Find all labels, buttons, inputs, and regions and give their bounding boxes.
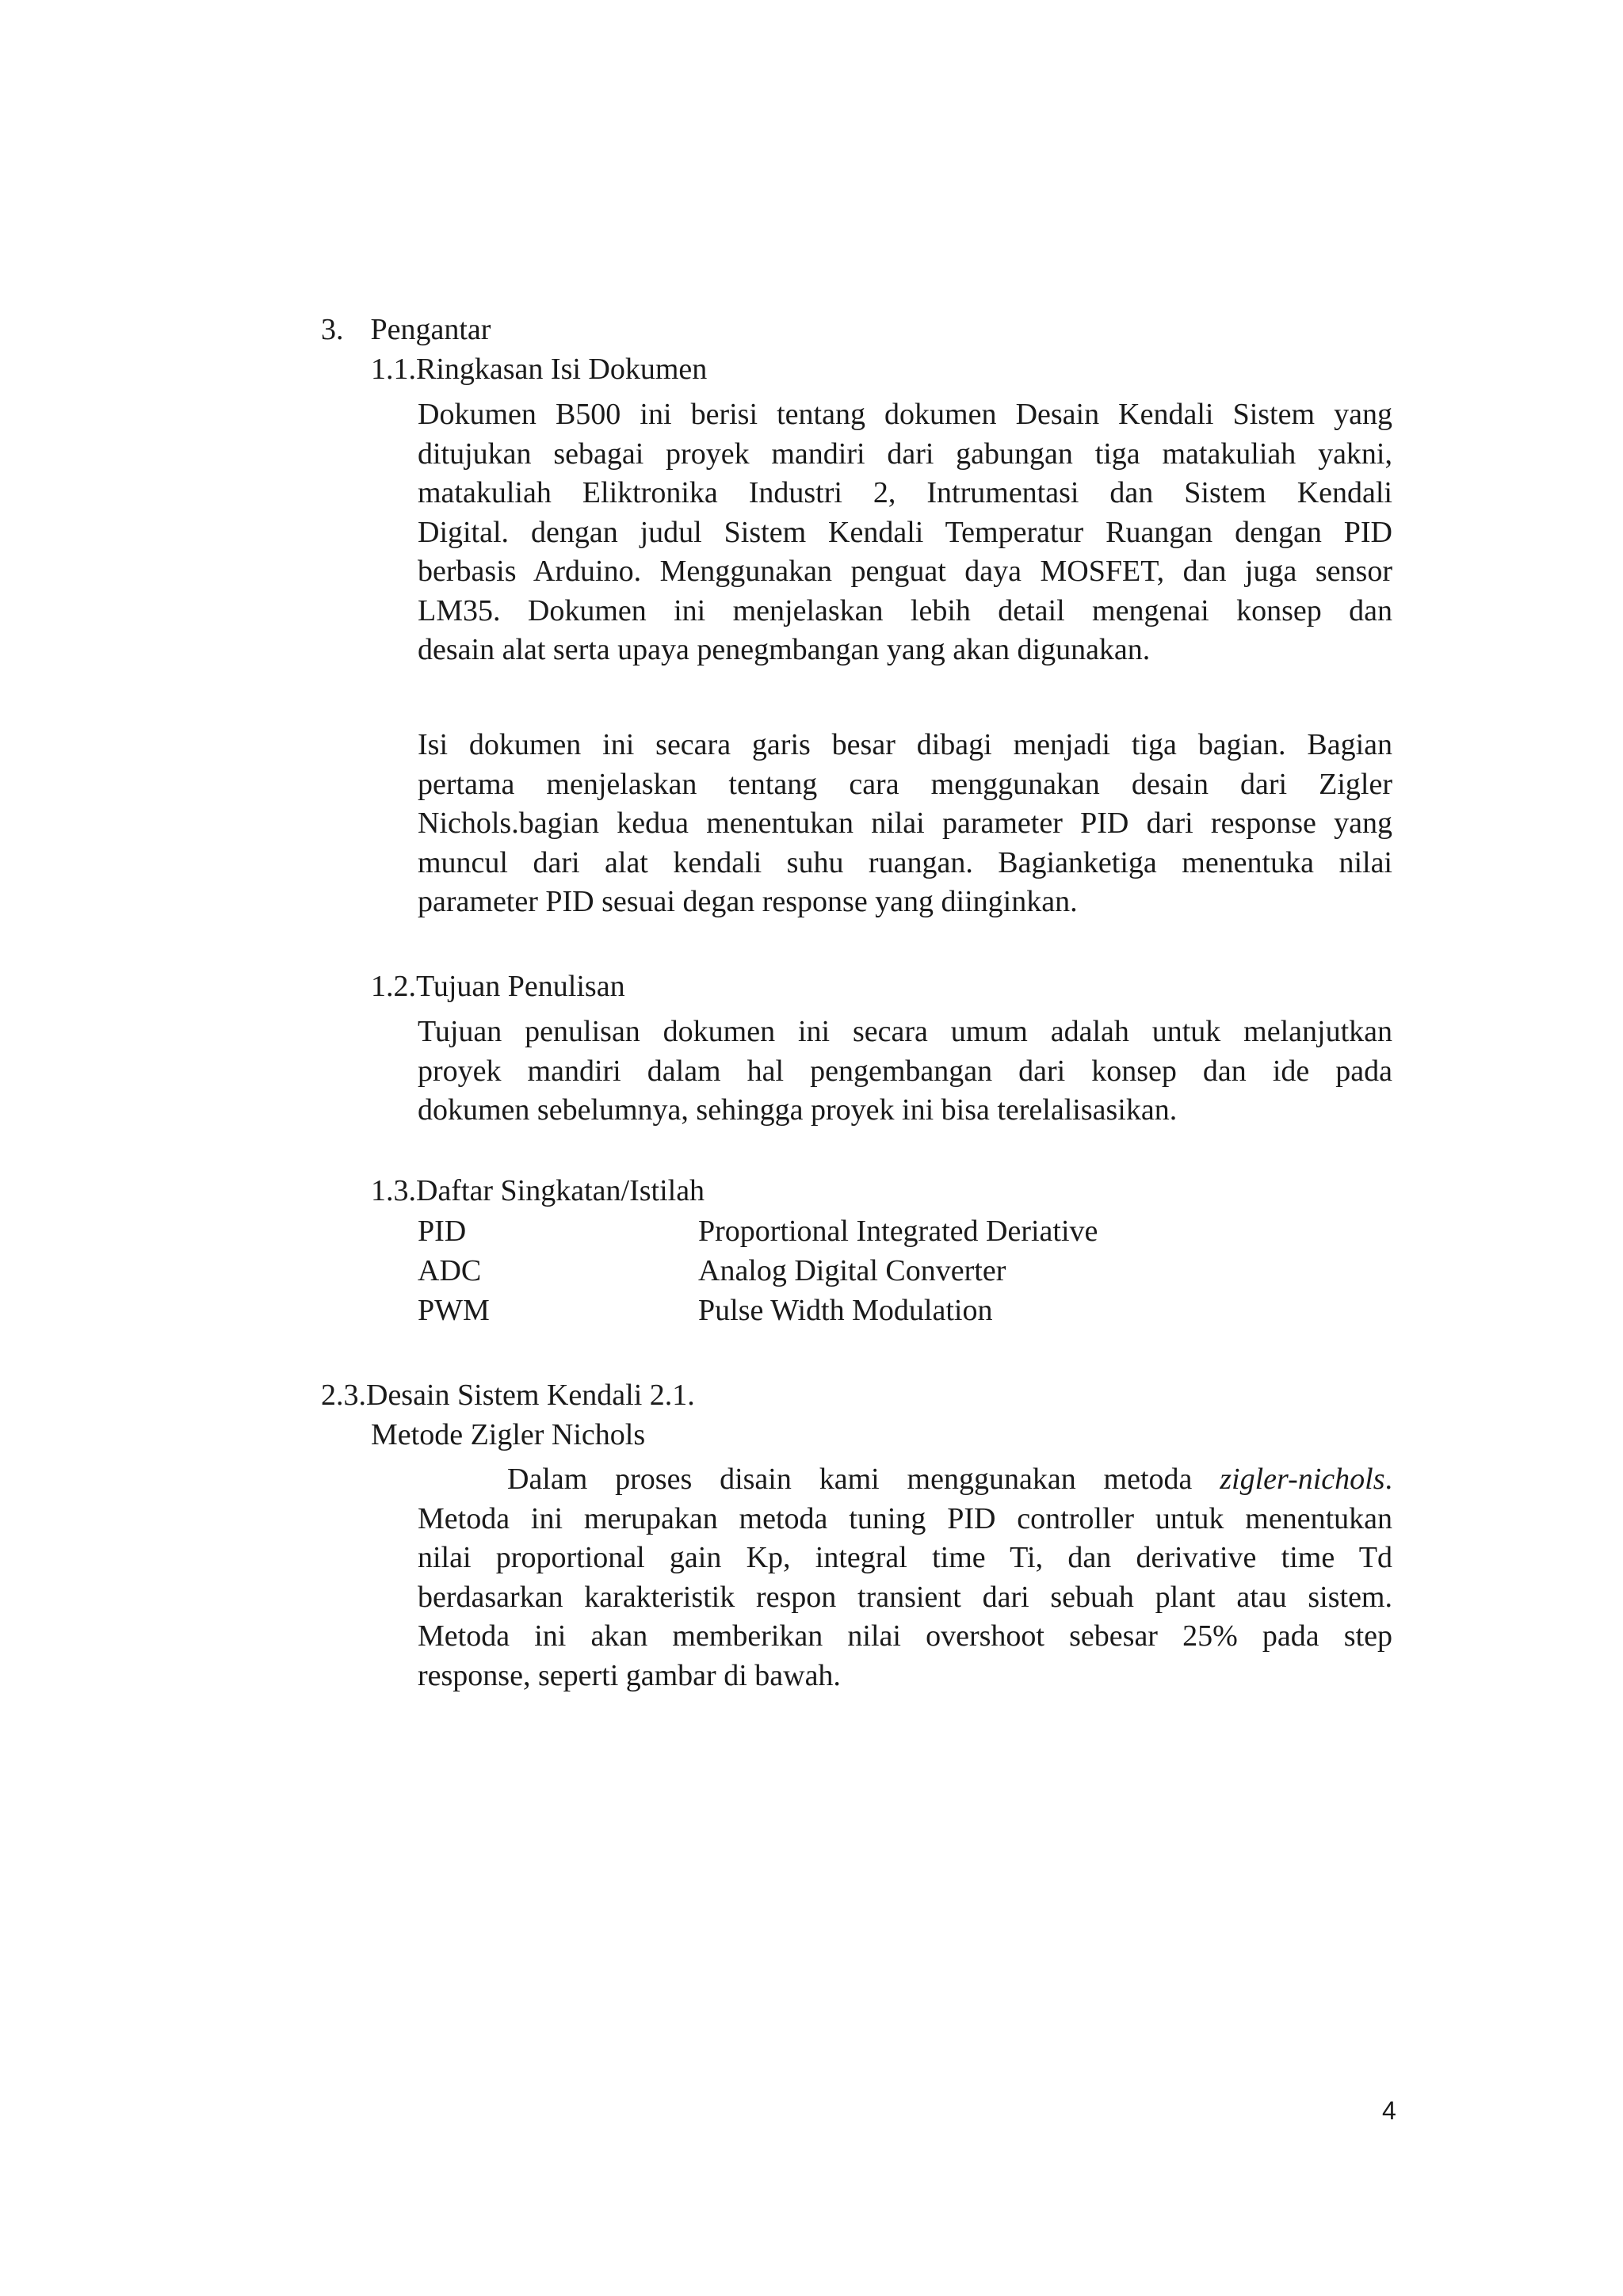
abbreviation-term: PWM: [418, 1294, 490, 1327]
paragraph-line-trail: .: [1384, 1463, 1392, 1496]
section-1-2-title: Tujuan Penulisan: [416, 970, 625, 1003]
section-1-1-paragraph-2: [418, 726, 1392, 922]
section-1-2-number: 1.2.: [371, 970, 416, 1003]
section-3-heading: [321, 310, 491, 349]
section-1-3-number: 1.3.: [371, 1174, 416, 1207]
section-1-1-title: Ringkasan Isi Dokumen: [416, 353, 708, 386]
section-1-3-heading: [371, 1171, 705, 1211]
abbreviation-definition: Pulse Width Modulation: [698, 1294, 993, 1327]
paragraph-line: Isi dokumen ini secara garis besar dibagi menjadi tiga bagian. Bagian: [418, 728, 1392, 761]
paragraph-line: ditujukan sebagai proyek mandiri dari gabungan tiga matakuliah yakni,: [418, 437, 1392, 471]
abbreviation-term: PID: [418, 1215, 467, 1248]
section-2-1-heading: [371, 1415, 645, 1455]
section-2-3-paragraph: [418, 1460, 1392, 1695]
section-2-3-heading: [321, 1375, 695, 1415]
paragraph-line: LM35. Dokumen ini menjelaskan lebih detail mengenai konsep dan: [418, 593, 1392, 627]
paragraph-line: Digital. dengan judul Sistem Kendali Temperatur Ruangan dengan PID: [418, 515, 1392, 549]
page-number: 4: [1382, 2096, 1396, 2125]
section-1-1-number: 1.1.: [371, 353, 416, 386]
abbreviation-term: ADC: [418, 1254, 482, 1287]
paragraph-line: Metoda ini merupakan metoda tuning PID controller untuk menentukan: [418, 1501, 1392, 1535]
paragraph-line: muncul dari alat kendali suhu ruangan. Bagianketiga menentuka nilai: [418, 845, 1392, 879]
section-3-title: Pengantar: [370, 313, 491, 346]
paragraph-line: [418, 1460, 1392, 1500]
section-3-number: 3.: [321, 313, 344, 346]
paragraph-line: berdasarkan karakteristik respon transient dari sebuah plant atau sistem.: [418, 1580, 1392, 1614]
paragraph-line: Tujuan penulisan dokumen ini secara umum adalah untuk melanjutkan: [418, 1015, 1392, 1048]
section-1-1-paragraph-1: [418, 395, 1392, 670]
zigler-nichols-emphasis: zigler-nichols: [1220, 1463, 1385, 1496]
paragraph-line: Dokumen B500 ini berisi tentang dokumen Desain Kendali Sistem yang: [418, 398, 1392, 431]
paragraph-line: nilai proportional gain Kp, integral time Ti, dan derivative time Td: [418, 1541, 1392, 1574]
section-2-3-title-line-1: Desain Sistem Kendali 2.1.: [366, 1379, 695, 1412]
paragraph-line: berbasis Arduino. Menggunakan penguat daya MOSFET, dan juga sensor: [418, 555, 1392, 588]
paragraph-line: dokumen sebelumnya, sehingga proyek ini bisa terelalisasikan.: [418, 1093, 1178, 1127]
section-1-3-title: Daftar Singkatan/Istilah: [416, 1174, 705, 1207]
section-2-3-number: 2.3.: [321, 1379, 366, 1412]
section-1-2-paragraph: [418, 1013, 1392, 1131]
section-1-1-heading: [371, 349, 707, 389]
abbreviation-definition: Analog Digital Converter: [698, 1254, 1006, 1287]
paragraph-line: proyek mandiri dalam hal pengembangan dari konsep dan ide pada: [418, 1054, 1392, 1088]
section-2-3-title-line-2: Metode Zigler Nichols: [371, 1418, 646, 1451]
section-1-2-heading: [371, 967, 625, 1006]
abbreviation-definition: Proportional Integrated Deriative: [698, 1215, 1098, 1248]
paragraph-line: Nichols.bagian kedua menentukan nilai parameter PID dari response yang: [418, 807, 1392, 840]
paragraph-line: pertama menjelaskan tentang cara menggunakan desain dari Zigler: [418, 767, 1392, 801]
paragraph-line: desain alat serta upaya penegmbangan yang akan digunakan.: [418, 633, 1151, 666]
paragraph-line: parameter PID sesuai degan response yang diinginkan.: [418, 885, 1078, 918]
paragraph-line: Metoda ini akan memberikan nilai overshoot sebesar 25% pada step: [418, 1619, 1392, 1653]
paragraph-line: response, seperti gambar di bawah.: [418, 1658, 841, 1692]
paragraph-line: matakuliah Eliktronika Industri 2, Intrumentasi dan Sistem Kendali: [418, 476, 1392, 509]
paragraph-line-lead: Dalam proses disain kami menggunakan metoda: [507, 1463, 1220, 1496]
